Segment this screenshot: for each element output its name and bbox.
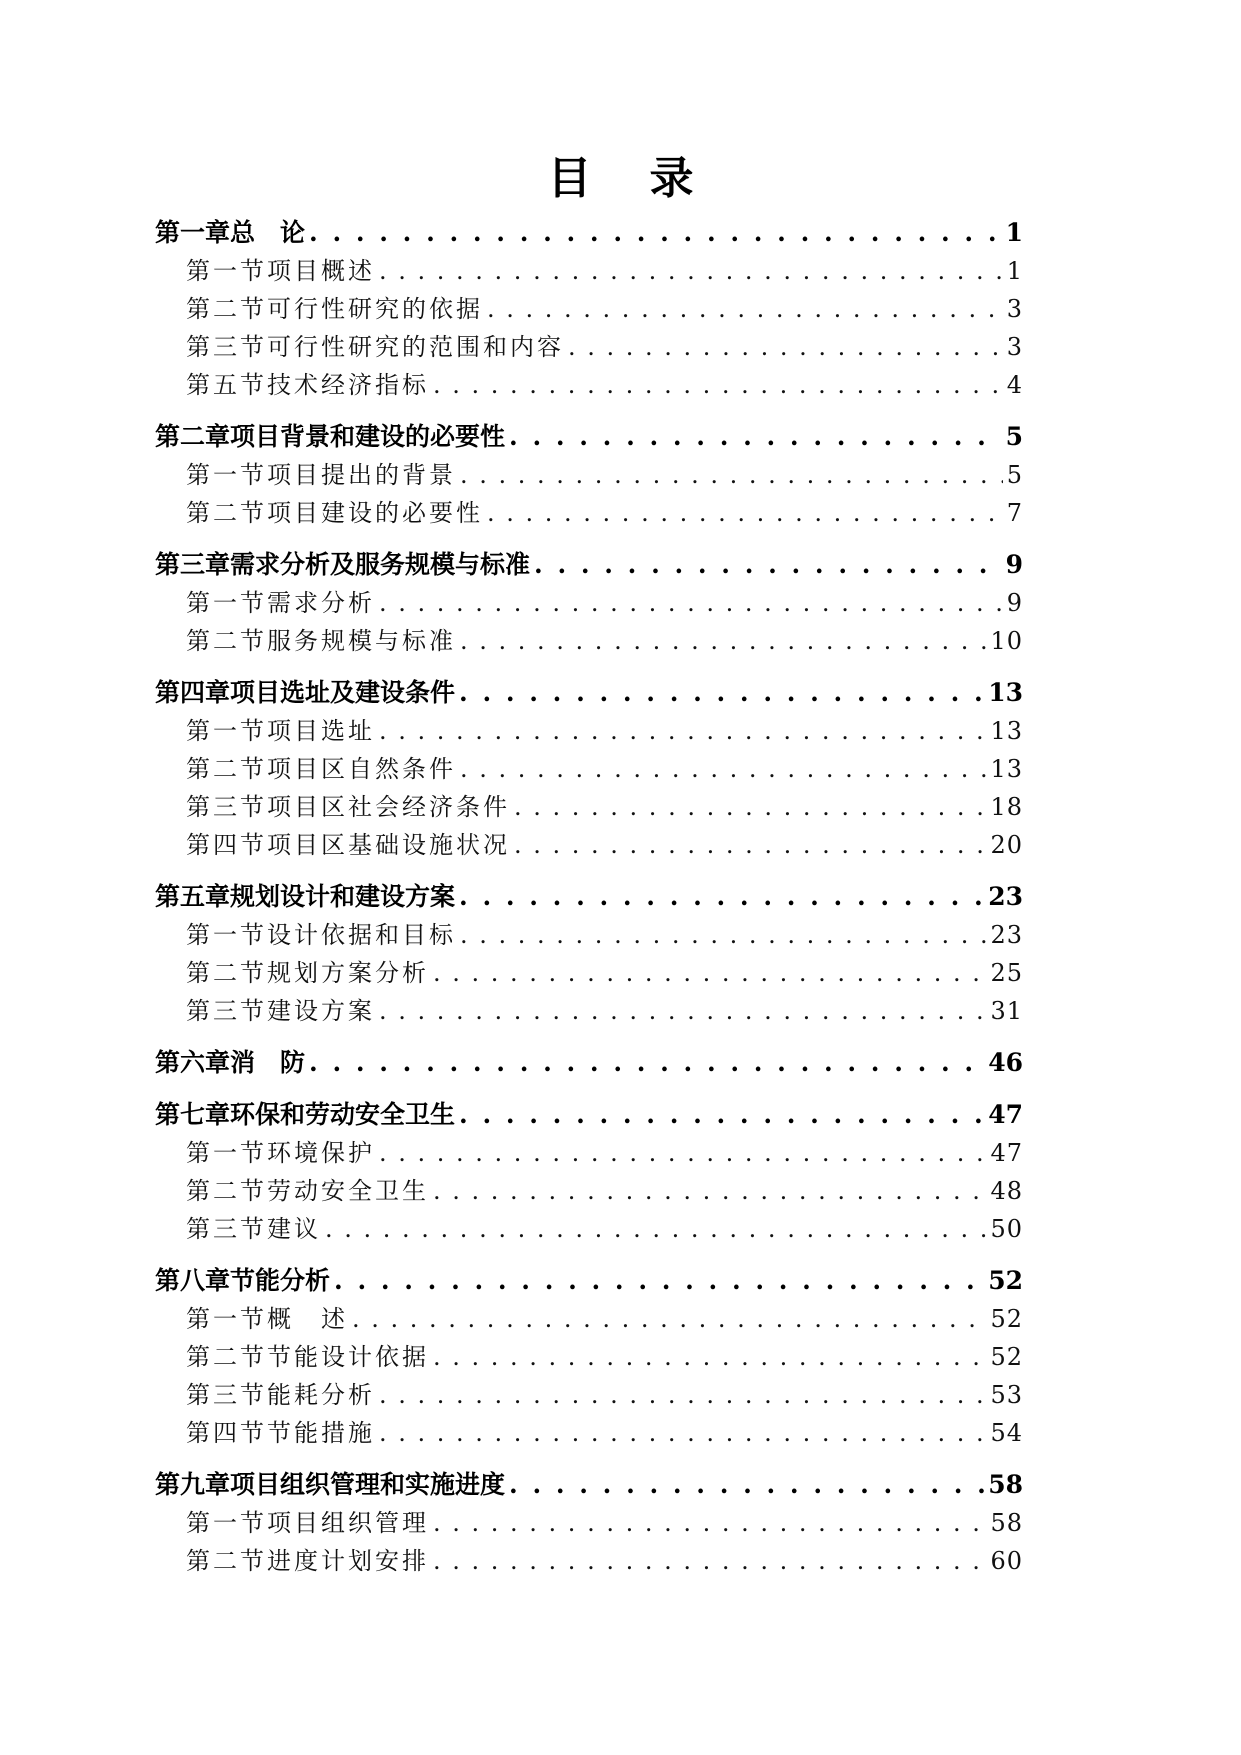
section-title: 项目组织管理 [267,1509,429,1537]
dot-leader [325,1210,986,1248]
page-number: 13 [990,717,1023,745]
page-number: 4 [1006,371,1023,399]
page-number: 9 [1006,589,1023,617]
dot-leader [459,1096,984,1134]
dot-leader [379,1134,986,1172]
dot-leader [460,456,1003,494]
chapter-title: 节能分析 [230,1266,331,1295]
dot-leader [514,788,986,826]
page-number: 9 [1005,550,1023,579]
page-title [0,142,1241,206]
page-number: 18 [990,793,1023,821]
title-char-2: 录 [649,153,694,204]
section-title: 可行性研究的范围和内容 [267,333,564,361]
section-title: 劳动安全卫生 [267,1177,429,1205]
toc-section-entry[interactable] [155,750,1023,788]
dot-leader [379,584,1003,622]
section-title: 技术经济指标 [267,371,429,399]
chapter-title: 项目选址及建设条件 [230,678,456,707]
dot-leader [459,674,984,712]
section-title: 项目建设的必要性 [267,499,483,527]
page-number: 3 [1006,333,1023,361]
chapter-number: 第三章 [155,550,231,579]
chapter-number: 第七章 [155,1100,231,1129]
toc-section-entry[interactable] [155,1172,1023,1210]
page-number: 20 [990,831,1023,859]
chapter-number: 第一章 [155,218,231,247]
section-number: 第四节 [186,1419,267,1447]
section-title: 能耗分析 [267,1381,375,1409]
page-number: 52 [988,1266,1023,1295]
page-number: 13 [988,678,1023,707]
section-number: 第二节 [186,1547,267,1575]
dot-leader [509,1466,984,1504]
toc-section-entry[interactable] [155,456,1023,494]
dot-leader [487,494,1003,532]
page-number: 3 [1006,295,1023,323]
toc-section-entry[interactable] [155,1542,1023,1580]
chapter-number: 第二章 [155,422,231,451]
section-title: 规划方案分析 [267,959,429,987]
page-number: 53 [990,1381,1023,1409]
section-number: 第二节 [186,755,267,783]
toc-chapter-entry[interactable] [155,1096,1023,1134]
chapter-title: 项目组织管理和实施进度 [230,1470,506,1499]
section-number: 第一节 [186,1305,267,1333]
table-of-contents [155,214,1023,1580]
section-title: 项目区基础设施状况 [267,831,510,859]
page-number: 13 [990,755,1023,783]
section-title: 服务规模与标准 [267,627,456,655]
section-title: 可行性研究的依据 [267,295,483,323]
toc-chapter-entry[interactable] [155,418,1023,456]
dot-leader [460,916,986,954]
page-number: 48 [990,1177,1023,1205]
section-title: 建设方案 [267,997,375,1025]
dot-leader [309,1044,984,1082]
section-number: 第一节 [186,717,267,745]
dot-leader [433,366,1003,404]
dot-leader [568,328,1003,366]
section-number: 第一节 [186,589,267,617]
toc-section-entry[interactable] [155,992,1023,1030]
dot-leader [379,992,986,1030]
page-number: 47 [990,1139,1023,1167]
chapter-number: 第五章 [155,882,231,911]
toc-section-entry[interactable] [155,1414,1023,1452]
page-number: 5 [1006,461,1023,489]
section-title: 项目区社会经济条件 [267,793,510,821]
dot-leader [379,1414,986,1452]
section-number: 第一节 [186,921,267,949]
dot-leader [309,214,1002,252]
chapter-number: 第九章 [155,1470,231,1499]
dot-leader [433,1172,986,1210]
dot-leader [433,954,986,992]
dot-leader [460,622,986,660]
section-title: 建议 [267,1215,321,1243]
page-number: 47 [988,1100,1023,1129]
page-number: 7 [1006,499,1023,527]
page-number: 25 [990,959,1023,987]
dot-leader [379,712,986,750]
dot-leader [534,546,1002,584]
dot-leader [433,1542,986,1580]
toc-section-entry[interactable] [155,954,1023,992]
dot-leader [379,252,1003,290]
section-number: 第三节 [186,997,267,1025]
toc-section-entry[interactable] [155,712,1023,750]
section-number: 第一节 [186,257,267,285]
section-title: 节能设计依据 [267,1343,429,1371]
toc-section-entry[interactable] [155,584,1023,622]
toc-chapter-entry[interactable] [155,1466,1023,1504]
section-number: 第三节 [186,793,267,821]
dot-leader [433,1504,986,1542]
section-title: 需求分析 [267,589,375,617]
page-number: 23 [988,882,1023,911]
section-number: 第一节 [186,1139,267,1167]
chapter-title: 消 防 [230,1048,306,1077]
toc-section-entry[interactable] [155,494,1023,532]
section-number: 第一节 [186,461,267,489]
toc-section-entry[interactable] [155,1376,1023,1414]
section-title: 节能措施 [267,1419,375,1447]
chapter-title: 环保和劳动安全卫生 [230,1100,456,1129]
page-number: 5 [1005,422,1023,451]
section-number: 第二节 [186,959,267,987]
section-number: 第二节 [186,295,267,323]
section-number: 第一节 [186,1509,267,1537]
page-number: 52 [990,1343,1023,1371]
dot-leader [460,750,986,788]
page-number: 10 [990,627,1023,655]
toc-section-entry[interactable] [155,1210,1023,1248]
page-number: 1 [1006,257,1023,285]
page-number: 54 [990,1419,1023,1447]
toc-section-entry[interactable] [155,328,1023,366]
dot-leader [509,418,1002,456]
chapter-title: 总 论 [230,218,306,247]
page-number: 58 [988,1470,1023,1499]
toc-chapter-entry[interactable] [155,214,1023,252]
toc-chapter-entry[interactable] [155,674,1023,712]
section-number: 第三节 [186,1215,267,1243]
title-char-1: 目 [547,153,592,204]
section-title: 项目选址 [267,717,375,745]
toc-section-entry[interactable] [155,252,1023,290]
section-number: 第五节 [186,371,267,399]
page-number: 46 [988,1048,1023,1077]
toc-chapter-entry[interactable] [155,1044,1023,1082]
page-number: 31 [990,997,1023,1025]
toc-section-entry[interactable] [155,1504,1023,1542]
section-number: 第二节 [186,627,267,655]
dot-leader [459,878,984,916]
toc-section-entry[interactable] [155,826,1023,864]
toc-section-entry[interactable] [155,290,1023,328]
toc-section-entry[interactable] [155,622,1023,660]
chapter-title: 规划设计和建设方案 [230,882,456,911]
chapter-number: 第六章 [155,1048,231,1077]
toc-section-entry[interactable] [155,916,1023,954]
page-number: 50 [990,1215,1023,1243]
section-number: 第三节 [186,1381,267,1409]
chapter-number: 第八章 [155,1266,231,1295]
dot-leader [352,1300,986,1338]
toc-section-entry[interactable] [155,1134,1023,1172]
dot-leader [433,1338,986,1376]
toc-chapter-entry[interactable] [155,878,1023,916]
toc-section-entry[interactable] [155,788,1023,826]
page-number: 60 [990,1547,1023,1575]
section-number: 第二节 [186,499,267,527]
section-number: 第二节 [186,1177,267,1205]
chapter-title: 项目背景和建设的必要性 [230,422,506,451]
dot-leader [514,826,986,864]
dot-leader [334,1262,984,1300]
section-title: 设计依据和目标 [267,921,456,949]
page-number: 23 [990,921,1023,949]
toc-chapter-entry[interactable] [155,1262,1023,1300]
section-title: 项目提出的背景 [267,461,456,489]
section-number: 第四节 [186,831,267,859]
toc-section-entry[interactable] [155,1300,1023,1338]
section-title: 进度计划安排 [267,1547,429,1575]
chapter-number: 第四章 [155,678,231,707]
toc-section-entry[interactable] [155,366,1023,404]
dot-leader [379,1376,986,1414]
toc-section-entry[interactable] [155,1338,1023,1376]
section-title: 项目概述 [267,257,375,285]
page-number: 52 [990,1305,1023,1333]
page-number: 58 [990,1509,1023,1537]
section-title: 项目区自然条件 [267,755,456,783]
page-number: 1 [1005,218,1023,247]
section-number: 第二节 [186,1343,267,1371]
chapter-title: 需求分析及服务规模与标准 [230,550,531,579]
dot-leader [487,290,1003,328]
section-number: 第三节 [186,333,267,361]
toc-chapter-entry[interactable] [155,546,1023,584]
section-title: 概 述 [267,1305,348,1333]
section-title: 环境保护 [267,1139,375,1167]
